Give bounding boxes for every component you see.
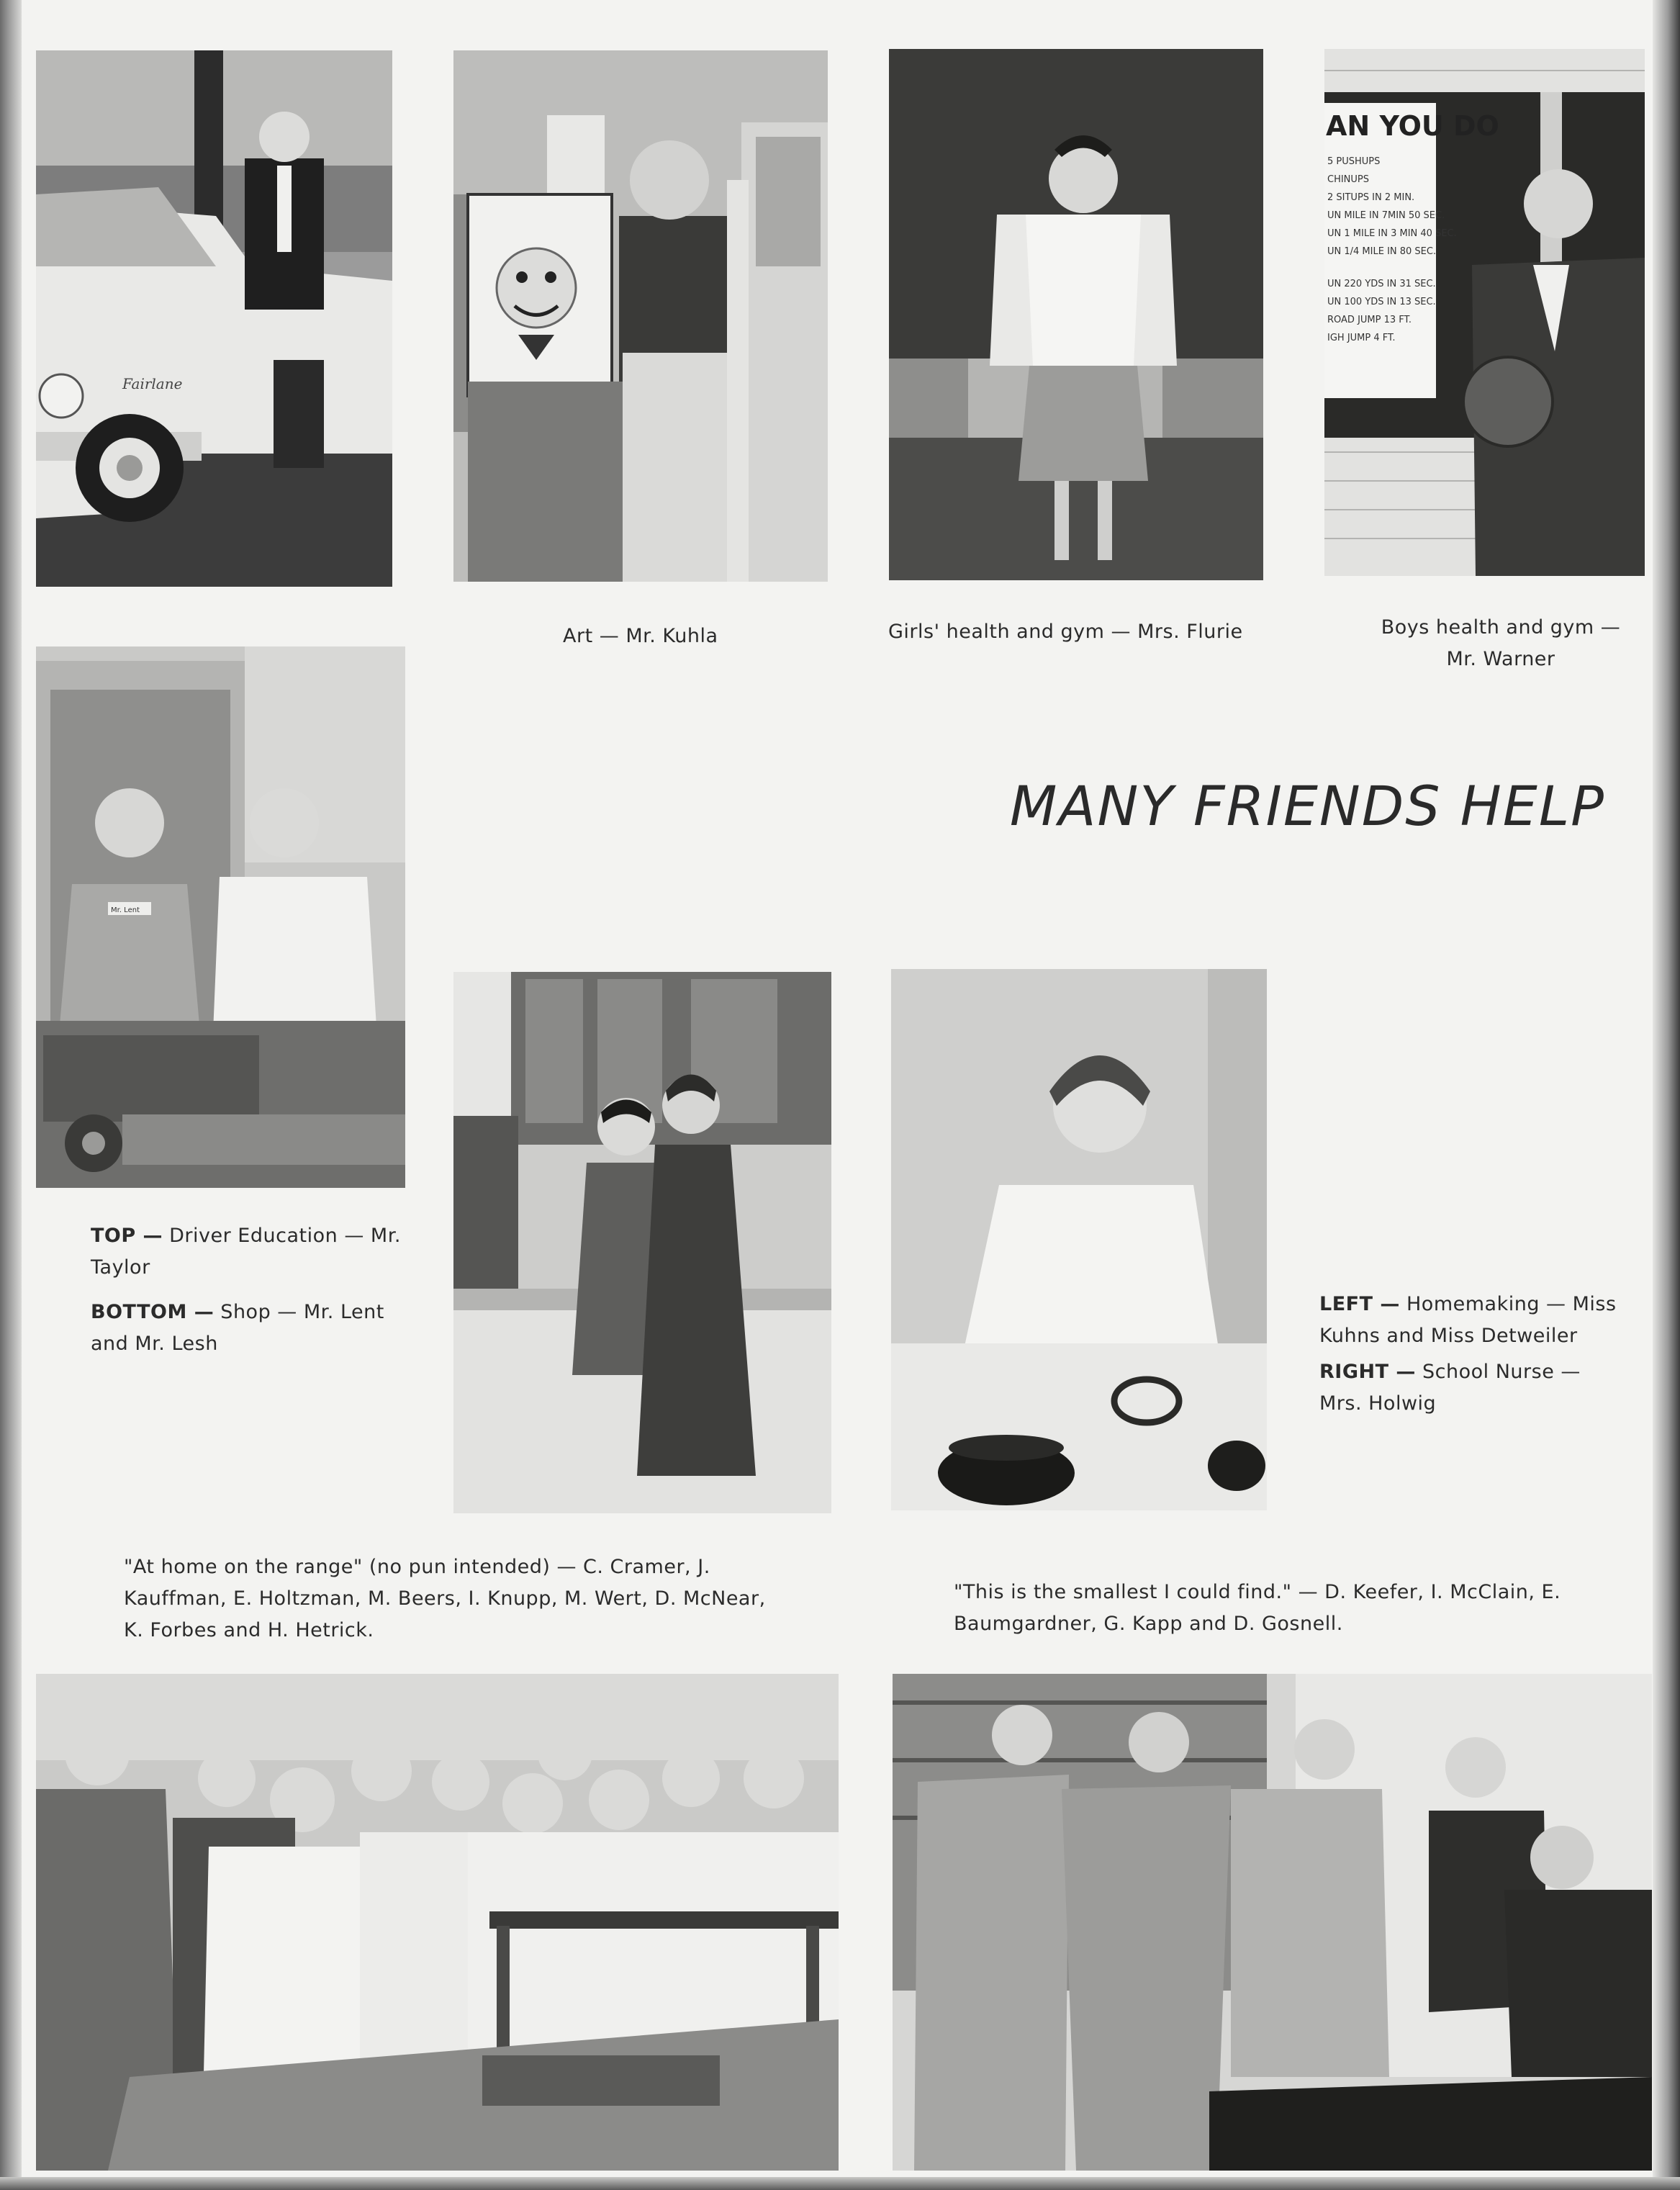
- sign-line-10: IGH JUMP 4 FT.: [1327, 333, 1396, 343]
- photo-shop: [36, 646, 405, 1188]
- caption-custodians-line-1: "This is the smallest I could find." — D. Keefer, I. McClain, E.: [954, 1581, 1561, 1603]
- photo-driver-education: [36, 50, 392, 587]
- page-bottom-edge: [0, 2177, 1680, 2190]
- caption-bottom-text-cont: and Mr. Lesh: [91, 1333, 218, 1355]
- caption-top-text: Driver Education — Mr.: [163, 1225, 401, 1247]
- photo-boys-gym: [1324, 49, 1645, 576]
- photo-cafeteria: [36, 1674, 839, 2171]
- sign-line-2: CHINUPS: [1327, 174, 1370, 185]
- sign-line-9: ROAD JUMP 13 FT.: [1327, 315, 1412, 325]
- photo-custodians: [893, 1674, 1652, 2171]
- car-script-text: Fairlane: [122, 375, 183, 392]
- page-binding-edge: [0, 0, 22, 2190]
- page-right-edge: [1653, 0, 1680, 2190]
- badge-text: Mr. Lent: [111, 906, 140, 914]
- caption-art: Art — Mr. Kuhla: [563, 625, 718, 647]
- sign-line-7: UN 220 YDS IN 31 SEC.: [1327, 279, 1436, 289]
- sign-line-5: UN 1 MILE IN 3 MIN 40 SEC.: [1327, 228, 1457, 239]
- caption-bottom-label: BOTTOM —: [91, 1301, 214, 1323]
- caption-girls-gym: Girls' health and gym — Mrs. Flurie: [888, 621, 1243, 643]
- sign-line-1: 5 PUSHUPS: [1327, 156, 1381, 167]
- sign-title: AN YOU DO: [1326, 110, 1499, 142]
- sign-line-6: UN 1/4 MILE IN 80 SEC.: [1327, 246, 1437, 257]
- caption-right-text: School Nurse —: [1415, 1361, 1581, 1383]
- caption-cafeteria: [124, 1551, 844, 1646]
- caption-custodians: [954, 1577, 1645, 1640]
- caption-left-label: LEFT —: [1319, 1293, 1400, 1315]
- caption-cafeteria-line-2: Kauffman, E. Holtzman, M. Beers, I. Knupp, M. Wert, D. McNear,: [124, 1587, 766, 1610]
- photo-homemaking: [453, 972, 831, 1513]
- caption-top-text-cont: Taylor: [91, 1256, 150, 1279]
- caption-left-text: Homemaking — Miss: [1399, 1293, 1617, 1315]
- sign-line-8: UN 100 YDS IN 13 SEC.: [1327, 297, 1436, 307]
- sign-line-4: UN MILE IN 7MIN 50 SEC.: [1327, 210, 1445, 221]
- caption-bottom-text: Shop — Mr. Lent: [214, 1301, 384, 1323]
- caption-cafeteria-line-1: "At home on the range" (no pun intended) — C. Cramer, J.: [124, 1556, 710, 1578]
- caption-boys-gym: [1378, 612, 1623, 675]
- photo-girls-gym: [889, 49, 1263, 580]
- photo-school-nurse: [891, 969, 1267, 1510]
- caption-boys-gym-line-2: Mr. Warner: [1446, 648, 1555, 670]
- caption-right-text-cont: Mrs. Holwig: [1319, 1392, 1437, 1415]
- caption-boys-gym-line-1: Boys health and gym —: [1381, 616, 1621, 639]
- caption-custodians-line-2: Baumgardner, G. Kapp and D. Gosnell.: [954, 1613, 1343, 1635]
- caption-left-text-cont: Kuhns and Miss Detweiler: [1319, 1325, 1578, 1347]
- caption-left-right: [1319, 1289, 1622, 1420]
- sign-line-3: 2 SITUPS IN 2 MIN.: [1327, 192, 1415, 203]
- caption-cafeteria-line-3: K. Forbes and H. Hetrick.: [124, 1619, 374, 1641]
- caption-top-label: TOP —: [91, 1225, 163, 1247]
- photo-art: [453, 50, 828, 582]
- caption-right-label: RIGHT —: [1319, 1361, 1416, 1383]
- page-title: MANY FRIENDS HELP: [1009, 774, 1605, 838]
- caption-top-bottom: [91, 1220, 407, 1360]
